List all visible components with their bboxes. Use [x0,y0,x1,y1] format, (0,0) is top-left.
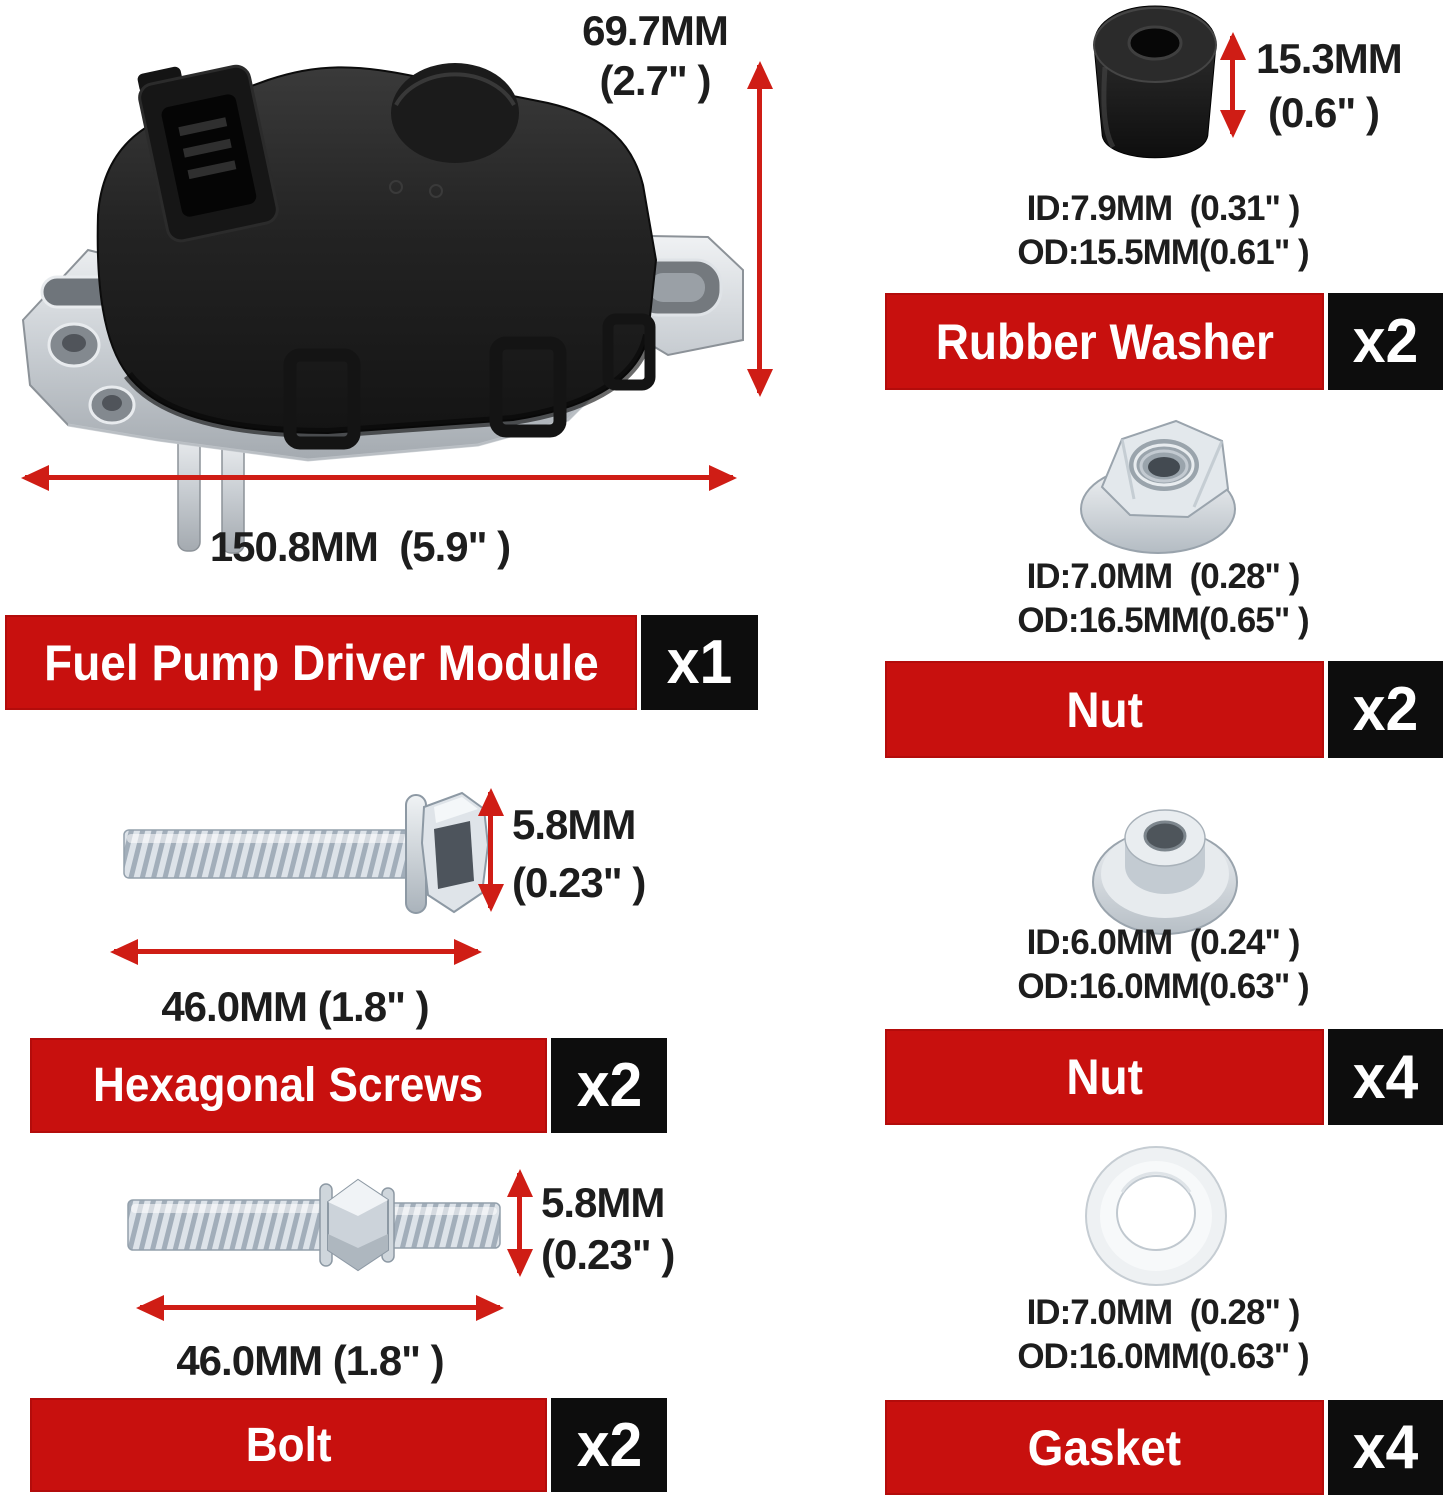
rubber-washer-id-label: ID:7.9MM (0.31" ) [1026,189,1300,228]
flange-nut-image [1076,399,1240,557]
flange-nut-id-label: ID:7.0MM (0.28" ) [1026,557,1300,596]
screw-length-label: 46.0MM (1.8" ) [161,983,429,1030]
gasket-name-plate [885,1400,1324,1495]
flange-nut-name: Nut [1066,681,1143,738]
hex-screws-name-plate [30,1038,547,1133]
rubber-washer-height-arrow-icon [1230,36,1235,134]
flange-nut-name-plate [885,661,1324,758]
gasket-image [1082,1142,1230,1290]
hex-screws-label-bar [30,1038,667,1133]
rubber-washer-name-plate [885,293,1324,390]
rubber-washer-height-in-label: (0.6" ) [1268,89,1379,136]
bolt-count: x2 [576,1410,642,1480]
rubber-washer-count: x2 [1352,307,1419,376]
round-nut-image [1089,780,1241,938]
rubber-washer-height-mm-label: 15.3MM [1256,35,1402,82]
hex-screws-count: x2 [576,1051,642,1120]
rubber-washer-quantity-badge [1328,293,1443,390]
flange-nut-count: x2 [1352,675,1419,744]
round-nut-quantity-badge [1328,1029,1443,1125]
bolt-length-arrow-icon [140,1305,500,1310]
round-nut-name: Nut [1066,1049,1143,1105]
round-nut-name-plate [885,1029,1324,1125]
rubber-washer-od-label: OD:15.5MM(0.61" ) [1017,233,1309,272]
gasket-label-bar [885,1400,1443,1495]
bolt-label-bar [30,1398,667,1492]
screw-height-arrow-icon [488,792,493,908]
bolt-image [124,1172,504,1278]
bolt-length-label: 46.0MM (1.8" ) [176,1337,444,1384]
bolt-height-arrow-icon [517,1173,522,1273]
module-name: Fuel Pump Driver Module [43,634,599,691]
rubber-washer-image [1089,3,1221,171]
module-quantity-badge [641,615,758,710]
rubber-washer-name: Rubber Washer [935,313,1274,370]
bolt-quantity-badge [551,1398,667,1492]
round-nut-count: x4 [1352,1042,1419,1112]
screw-height-mm-label: 5.8MM [512,801,636,848]
gasket-id-label: ID:7.0MM (0.28" ) [1026,1293,1300,1332]
module-height-in-label: (2.7" ) [599,57,711,104]
flange-nut-quantity-badge [1328,661,1443,758]
screw-height-in-label: (0.23" ) [512,859,646,906]
flange-nut-od-label: OD:16.5MM(0.65" ) [1017,601,1309,640]
gasket-count: x4 [1352,1413,1419,1482]
module-height-mm-label: 69.7MM [582,7,728,54]
fuel-pump-driver-module-image [8,25,760,565]
flange-nut-label-bar [885,661,1443,758]
hex-screws-quantity-badge [551,1038,667,1133]
bolt-height-in-label: (0.23" ) [541,1231,675,1278]
round-nut-od-label: OD:16.0MM(0.63" ) [1017,967,1309,1006]
rubber-washer-label-bar [885,293,1443,390]
round-nut-label-bar [885,1029,1443,1125]
bolt-height-mm-label: 5.8MM [541,1179,665,1226]
round-nut-id-label: ID:6.0MM (0.24" ) [1026,923,1300,962]
gasket-name: Gasket [1027,1419,1182,1476]
gasket-quantity-badge [1328,1400,1443,1495]
module-name-plate [5,615,637,710]
module-count: x1 [666,628,733,697]
bolt-name-plate [30,1398,547,1492]
screw-length-arrow-icon [114,949,478,954]
hex-screws-name: Hexagonal Screws [93,1059,484,1112]
gasket-od-label: OD:16.0MM(0.63" ) [1017,1337,1309,1376]
hexagonal-screw-image [118,783,490,923]
module-width-label: 150.8MM (5.9" ) [209,523,511,570]
module-width-arrow-icon [25,475,733,480]
bolt-name: Bolt [245,1418,332,1472]
module-label-bar [5,615,758,710]
module-height-arrow-icon [757,65,762,393]
